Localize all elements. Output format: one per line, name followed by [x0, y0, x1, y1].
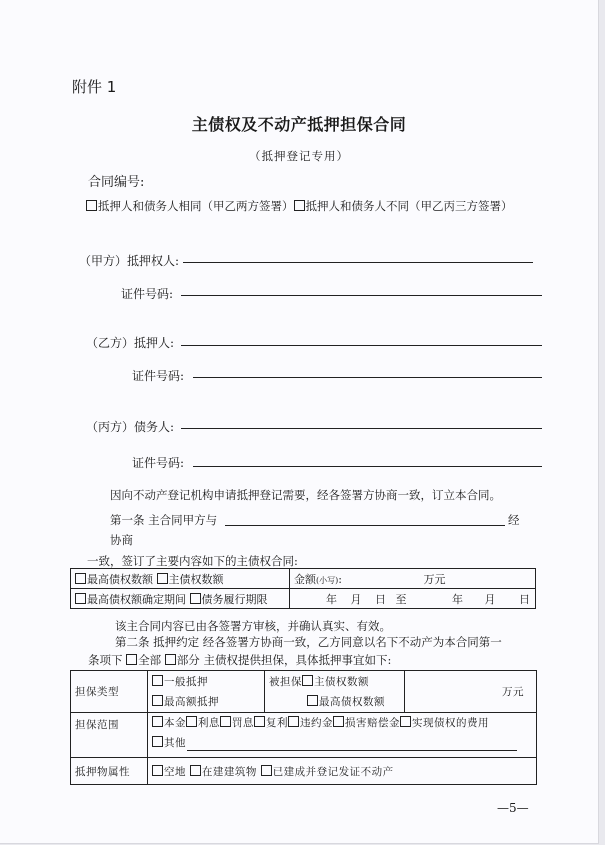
checkbox-icon[interactable]	[152, 716, 163, 727]
table-row	[71, 569, 536, 589]
article2-suffix: 主债权提供担保，具体抵押事宜如下:	[203, 653, 392, 667]
checkbox-icon[interactable]	[152, 675, 163, 686]
amount-label: 金额	[294, 572, 316, 586]
checkbox-icon[interactable]	[86, 200, 97, 211]
party-a-id-label: 证件号码:	[121, 287, 174, 301]
party-c-id-field[interactable]	[193, 466, 542, 467]
main-debt-table	[70, 568, 536, 609]
amount-colon: :	[338, 572, 342, 586]
document-subtitle: （抵押登记专用）	[249, 149, 349, 163]
scope-option-other: 其他	[164, 737, 186, 749]
signing-options	[86, 198, 513, 214]
checkbox-icon[interactable]	[165, 654, 176, 665]
start-year-label: 年	[326, 592, 337, 606]
article1-line2: 协商	[110, 533, 133, 547]
option-debt-term: 债务履行期限	[201, 592, 268, 606]
table-row	[71, 589, 536, 609]
contract-number-label: 合同编号:	[88, 175, 145, 190]
property-options	[148, 758, 537, 785]
scope-option: 本金	[164, 717, 186, 729]
amount-cell[interactable]	[290, 569, 536, 589]
article1-suffix: 经	[508, 513, 520, 527]
checkbox-icon[interactable]	[152, 736, 163, 747]
scope-option: 利息	[198, 717, 220, 729]
start-month-label: 月	[350, 592, 362, 606]
option-max-debt-period: 最高债权额确定期间	[87, 592, 186, 606]
checkbox-icon[interactable]	[261, 765, 272, 776]
period-type-cell	[71, 589, 290, 609]
amount-unit: 万元	[423, 572, 446, 586]
scope-label: 担保范围	[71, 713, 148, 758]
end-year-label: 年	[452, 592, 463, 606]
start-day-label: 日	[375, 592, 386, 606]
party-c-id-label: 证件号码:	[132, 456, 185, 470]
attachment-label: 附件 1	[72, 78, 117, 96]
scope-option: 违约金	[300, 717, 333, 729]
mortgage-details-table	[70, 670, 537, 785]
party-c-label: （丙方）债务人:	[86, 420, 175, 434]
scope-option: 罚息	[232, 717, 254, 729]
party-a-label: （甲方）抵押权人:	[79, 254, 180, 268]
option-main-debt: 主债权数额	[168, 572, 224, 586]
checkbox-icon[interactable]	[126, 654, 137, 665]
party-a-id-field[interactable]	[181, 295, 542, 296]
secured-debt-options	[265, 671, 405, 713]
checkbox-icon[interactable]	[288, 716, 299, 727]
guarantee-type-options	[148, 671, 265, 713]
end-month-label: 月	[484, 592, 496, 606]
checkbox-icon[interactable]	[294, 200, 305, 211]
property-option: 在建建筑物	[201, 765, 257, 778]
scope-option: 实现债权的费用	[412, 717, 489, 729]
scope-options	[148, 713, 537, 758]
checkbox-icon[interactable]	[186, 716, 197, 727]
date-range-cell[interactable]	[290, 589, 536, 609]
checkbox-icon[interactable]	[302, 675, 313, 686]
option-general-mortgage: 一般抵押	[164, 675, 208, 688]
checkbox-icon[interactable]	[152, 695, 163, 706]
article1-line3: 一致，签订了主要内容如下的主债权合同:	[87, 554, 298, 568]
option-partial: 部分	[176, 653, 200, 667]
checkbox-icon[interactable]	[307, 695, 318, 706]
checkbox-icon[interactable]	[190, 765, 201, 776]
end-day-label: 日	[519, 592, 530, 606]
party-b-field[interactable]	[181, 345, 542, 346]
signing-option-two-party[interactable]	[86, 199, 294, 213]
option-max-debt: 最高债权数额	[87, 572, 153, 586]
party-c-field[interactable]	[181, 428, 542, 429]
article2-line2	[88, 652, 391, 668]
article2-prefix: 条项下	[88, 653, 123, 667]
property-label: 抵押物属性	[71, 758, 148, 785]
article1-party-field[interactable]	[225, 525, 505, 526]
checkbox-icon[interactable]	[254, 716, 265, 727]
scope-option: 损害赔偿金	[345, 717, 400, 729]
scope-other-field[interactable]	[187, 750, 517, 751]
debt-type-cell	[71, 569, 290, 589]
option-secured-max-debt: 最高债权数额	[319, 695, 385, 708]
scope-option: 复利	[266, 717, 288, 729]
page-number: —5—	[497, 801, 529, 815]
amount-note: (小写)	[316, 575, 339, 585]
table-row	[71, 671, 537, 713]
party-b-id-label: 证件号码:	[132, 369, 185, 383]
option-max-mortgage: 最高额抵押	[164, 695, 219, 708]
table-row	[71, 713, 537, 758]
checkbox-icon[interactable]	[157, 573, 168, 584]
secured-prefix: 被担保	[269, 675, 302, 688]
article2-line1: 第二条 抵押约定 经各签署方协商一致，乙方同意以名下不动产为本合同第一	[115, 635, 502, 649]
signing-option-three-party[interactable]	[294, 199, 513, 213]
checkbox-icon[interactable]	[220, 716, 231, 727]
checkbox-icon[interactable]	[75, 573, 86, 584]
guarantee-type-label: 担保类型	[71, 671, 148, 713]
confirm-paragraph: 该主合同内容已由各签署方审核，并确认真实、有效。	[115, 619, 391, 633]
secured-amount-unit: 万元	[502, 686, 524, 698]
party-a-field[interactable]	[183, 262, 533, 263]
option-secured-main-debt: 主债权数额	[314, 675, 369, 688]
date-to-label: 至	[395, 592, 407, 606]
party-b-label: （乙方）抵押人:	[86, 336, 175, 350]
table-row	[71, 758, 537, 785]
property-option: 空地	[164, 765, 186, 778]
secured-amount-cell[interactable]	[405, 671, 537, 713]
property-option: 已建成并登记发证不动产	[272, 765, 394, 778]
checkbox-icon[interactable]	[75, 593, 86, 604]
option-all: 全部	[138, 653, 162, 667]
signing-option-label: 抵押人和债务人不同（甲乙丙三方签署）	[305, 199, 513, 213]
signing-option-label: 抵押人和债务人相同（甲乙两方签署）	[98, 199, 294, 213]
intro-paragraph: 因向不动产登记机构申请抵押登记需要，经各签署方协商一致，订立本合同。	[110, 488, 501, 502]
checkbox-icon[interactable]	[190, 593, 201, 604]
article1-prefix: 第一条 主合同甲方与	[110, 513, 218, 527]
document-title: 主债权及不动产抵押担保合同	[191, 115, 407, 134]
checkbox-icon[interactable]	[400, 716, 411, 727]
checkbox-icon[interactable]	[333, 716, 344, 727]
party-b-id-field[interactable]	[193, 377, 542, 378]
checkbox-icon[interactable]	[152, 765, 163, 776]
